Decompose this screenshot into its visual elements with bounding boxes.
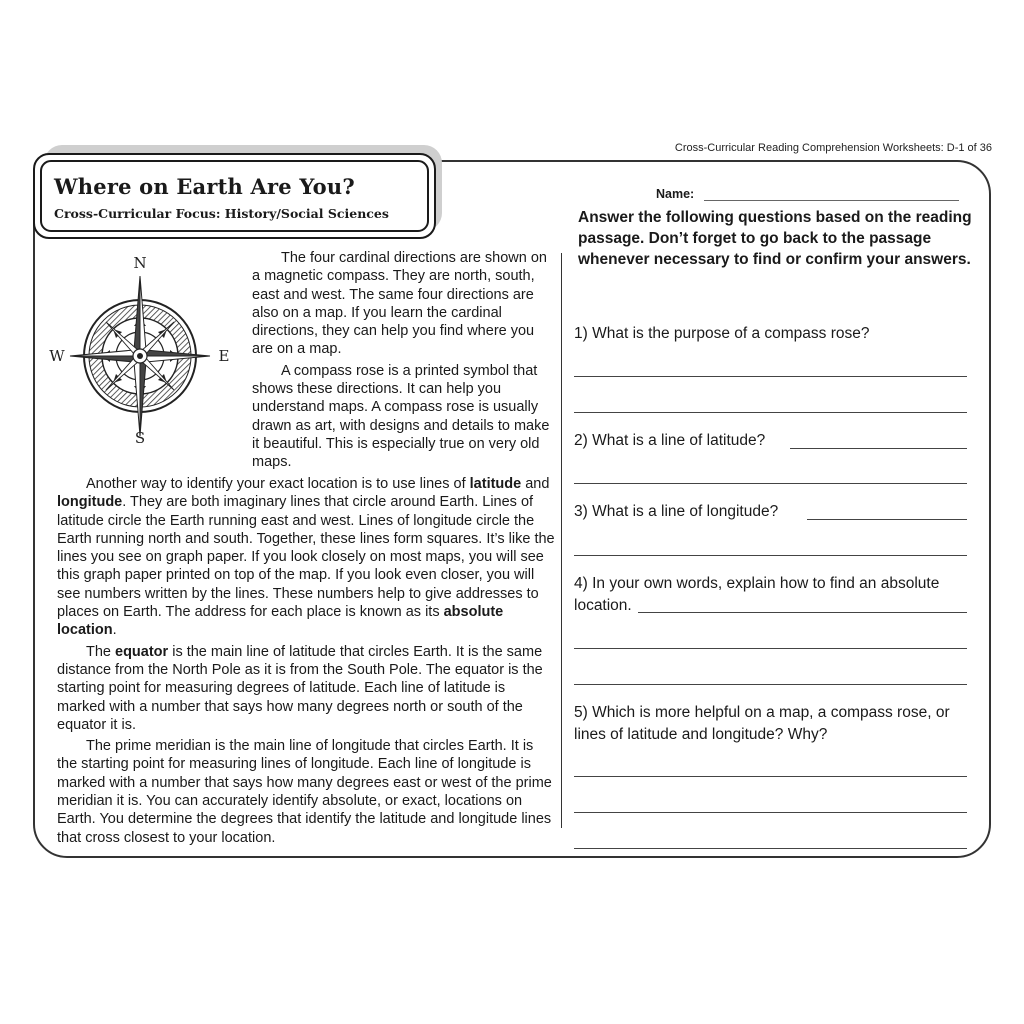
answer-line-2a[interactable] xyxy=(790,448,967,449)
question-3: 3) What is a line of longitude? xyxy=(574,503,779,520)
instructions: Answer the following questions based on the reading passage. Don’t forget to go back to the passage whenever necessary to find or confirm your answers. xyxy=(578,209,972,268)
question-4-line-1: 4) In your own words, explain how to find an absolute xyxy=(574,575,940,592)
answer-line-4a[interactable] xyxy=(638,612,967,613)
name-answer-line[interactable] xyxy=(704,200,959,201)
answer-line-4b[interactable] xyxy=(574,648,967,649)
passage-paragraph-2: A compass rose is a printed symbol that shows these directions. It can help you understand maps. A compass rose is usually drawn as art, with designs and details to make it beautiful. This is especially true on very old maps. xyxy=(252,362,550,471)
term-longitude: longitude xyxy=(57,494,123,511)
name-label: Name: xyxy=(656,187,695,201)
passage-text: . They are both imaginary lines that circle around Earth. Lines of latitude circle the Earth running east and west. Lines of longitude circle the Earth running north and south. Together, these lines form squares. It’s like the lines you see on graph paper. If you look closely on most maps, you will see this graph paper printed on top of the map. If you look even closer, you will see numbers written by the lines. These numbers help to give addresses to places on Earth. The address for each place is known as its xyxy=(57,494,555,621)
compass-rose-icon xyxy=(48,250,232,446)
answer-line-5b[interactable] xyxy=(574,812,967,813)
passage-text: is the main line of latitude that circles Earth. It is the same distance from the North Pole as it is from the South Pole. The equator is the starting point for measuring degrees of latitude. Each line of latitude is marked with a number that says how many degrees north or south of the equator it is. xyxy=(57,643,543,733)
term-latitude: latitude xyxy=(469,476,522,492)
answer-line-1a[interactable] xyxy=(574,376,967,377)
compass-label-west: W xyxy=(49,347,65,365)
passage-text: Another way to identify your exact location is to use lines of xyxy=(86,476,470,492)
answer-line-3b[interactable] xyxy=(574,555,967,556)
passage-paragraph-4 xyxy=(57,643,555,734)
question-4-line-2: location. xyxy=(574,597,632,614)
passage-main xyxy=(57,475,555,850)
answer-line-3a[interactable] xyxy=(807,519,967,520)
header-caption: Cross-Curricular Reading Comprehension Worksheets: D-1 of 36 xyxy=(674,142,992,154)
passage-paragraph-5: The prime meridian is the main line of longitude that circles Earth. It is the starting point for measuring lines of longitude. Each line of longitude is marked with a number that says how many degrees east or west of the prime meridian it is. You can accurately identify absolute, or exact, locations on Earth. You determine the degrees that identify the latitude and longitude lines that cross closest to your location. xyxy=(57,738,552,846)
question-1: 1) What is the purpose of a compass rose? xyxy=(574,325,870,342)
compass-label-north: N xyxy=(133,254,147,272)
passage-text: The xyxy=(86,643,116,660)
compass-label-east: E xyxy=(218,347,230,365)
passage-paragraph-1: The four cardinal directions are shown on a magnetic compass. They are north, south, east and west. The same four directions are also on a map. If you learn the cardinal directions, they can help you find where you are on a map. xyxy=(252,250,547,358)
passage-text: and xyxy=(521,476,550,492)
passage-intro xyxy=(252,249,552,475)
answer-line-5a[interactable] xyxy=(574,776,967,777)
term-equator: equator xyxy=(115,643,169,660)
answer-line-5c[interactable] xyxy=(574,848,967,849)
worksheet-title: Where on Earth Are You? xyxy=(54,174,355,199)
title-inner-border xyxy=(40,160,429,232)
answer-line-1b[interactable] xyxy=(574,412,967,413)
column-divider xyxy=(561,253,562,828)
passage-paragraph-3 xyxy=(57,475,555,640)
passage-text: . xyxy=(112,622,117,639)
term-absolute-location: absolute location xyxy=(57,604,504,639)
answer-line-4c[interactable] xyxy=(574,684,967,685)
question-5: 5) Which is more helpful on a map, a compass rose, or lines of latitude and longitude? Why? xyxy=(574,704,950,743)
answer-line-2b[interactable] xyxy=(574,483,967,484)
question-2: 2) What is a line of latitude? xyxy=(574,432,766,449)
title-box xyxy=(33,153,436,239)
compass-label-south: S xyxy=(134,429,146,446)
focus-subtitle: Cross-Curricular Focus: History/Social Sciences xyxy=(54,206,389,221)
